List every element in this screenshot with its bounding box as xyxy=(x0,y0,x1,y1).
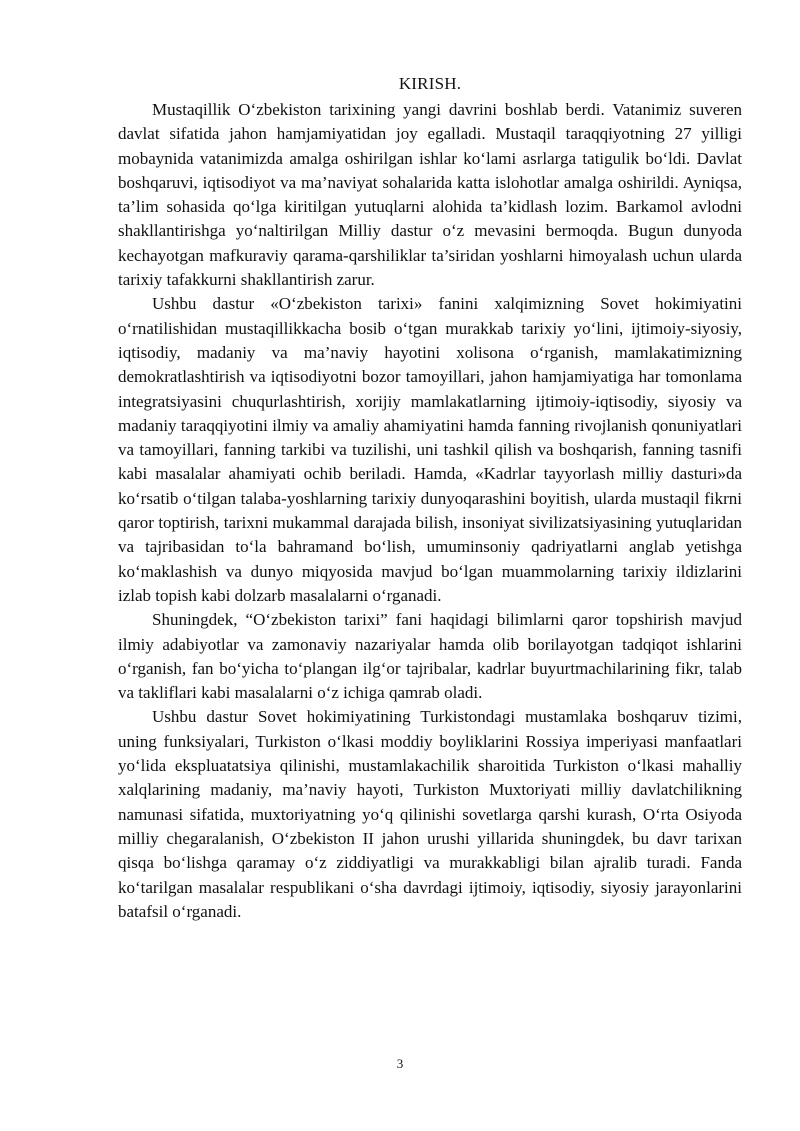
page-number: 3 xyxy=(396,1056,404,1071)
paragraph-soviet-period: Ushbu dastur Sovet hokimiyatining Turkistondagi mustamlaka boshqaruv tizimi, uning funksiyalari, Turkiston o‘lkasi moddiy boyliklarini Rossiya imperiyasi manfaatlari yo‘lida ekspluatatsiya qilinishi, mustamlakachilik sharoitida Turkiston o‘lkasi mahalliy xalqlarining madaniy, ma’naviy hayoti, Turkiston Muxtoriyati milliy davlatchilikning namunasi sifatida, muxtoriyatning yo‘q qilinishi sovetlarga qarshi kurash, O‘rta Osiyoda milliy chegaralanish, O‘zbekiston II jahon urushi yillarida shuningdek, bu davr tarixan qisqa bo‘lishga qaramay o‘z ziddiyatligi va murakkabligi bilan ajralib turadi. Fanda ko‘tarilgan masalalar respublikani o‘sha davrdagi ijtimoiy, iqtisodiy, siyosiy jarayonlarini batafsil o‘rganadi. xyxy=(118,707,742,921)
document-page xyxy=(118,72,742,924)
paragraph-knowledge: Shuningdek, “O‘zbekiston tarixi” fani haqidagi bilimlarni qaror topshirish mavjud ilmiy adabiyotlar va zamonaviy nazariyalar hamda olib borilayotgan tadqiqot ishlarini o‘rganish, fan bo‘yicha to‘plangan ilg‘or tajribalar, kadrlar buyurtmachilarining fikr, talab va takliflari kabi masalalarni o‘z ichiga qamrab oladi. xyxy=(118,610,742,703)
paragraph-program-goals: Ushbu dastur «O‘zbekiston tarixi» fanini xalqimizning Sovet hokimiyatini o‘rnatilishidan mustaqillikkacha bosib o‘tgan murakkab tarixiy yo‘lini, ijtimoiy-siyosiy, iqtisodiy, madaniy va ma’naviy hayotini xolisona o‘rganish, mamlakatimizning demokratlashtirish va iqtisodiyotni bozor tamoyillari, jahon hamjamiyatiga har tomonlama integratsiyasini chuqurlashtirish, xorijiy mamlakatlarning ijtimoiy-iqtisodiy, siyosiy va madaniy taraqqiyotini ilmiy va amaliy ahamiyatini hamda fanning rivojlanish qonuniyatlari va tamoyillari, fanning tarkibi va tuzilishi, uni tashkil qilish va boshqarish, fanning tasnifi kabi masalalar ahamiyati ochib beriladi. Hamda, «Kadrlar tayyorlash milliy dasturi»da ko‘rsatib o‘tilgan talaba-yoshlarning tarixiy dunyoqarashini boyitish, ularda mustaqil fikrni qaror toptirish, tarixni mukammal darajada bilish, insoniyat sivilizatsiyasining yutuqlaridan va tajribasidan to‘la bahramand bo‘lish, umuminsoniy qadriyatlarni anglab yetishga ko‘maklashish va dunyo miqyosida mavjud bo‘lgan muammolarning tarixiy ildizlarini izlab topish kabi dolzarb masalalarni o‘rganadi. xyxy=(118,294,742,605)
section-title: KIRISH. xyxy=(398,74,462,93)
paragraph-intro: Mustaqillik O‘zbekiston tarixining yangi davrini boshlab berdi. Vatanimiz suveren davlat sifatida jahon hamjamiyatidan joy egalladi. Mustaqil taraqqiyotning 27 yilligi mobaynida vatanimizda amalga oshirilgan ishlar ko‘lami asrlarga tatigulik bo‘ldi. Davlat boshqaruvi, iqtisodiyot va ma’naviyat sohalarida katta islohotlar amalga oshirildi. Ayniqsa, ta’lim sohasida qo‘lga kiritilgan yutuqlarni alohida ta’kidlash lozim. Barkamol avlodni shakllantirishga yo‘naltirilgan Milliy dastur o‘z mevasini bermoqda. Bugun dunyoda kechayotgan mafkuraviy qarama-qarshiliklar ta’siridan yoshlarni himoyalash uchun ularda tarixiy tafakkurni shakllantirish zarur. xyxy=(118,100,742,290)
